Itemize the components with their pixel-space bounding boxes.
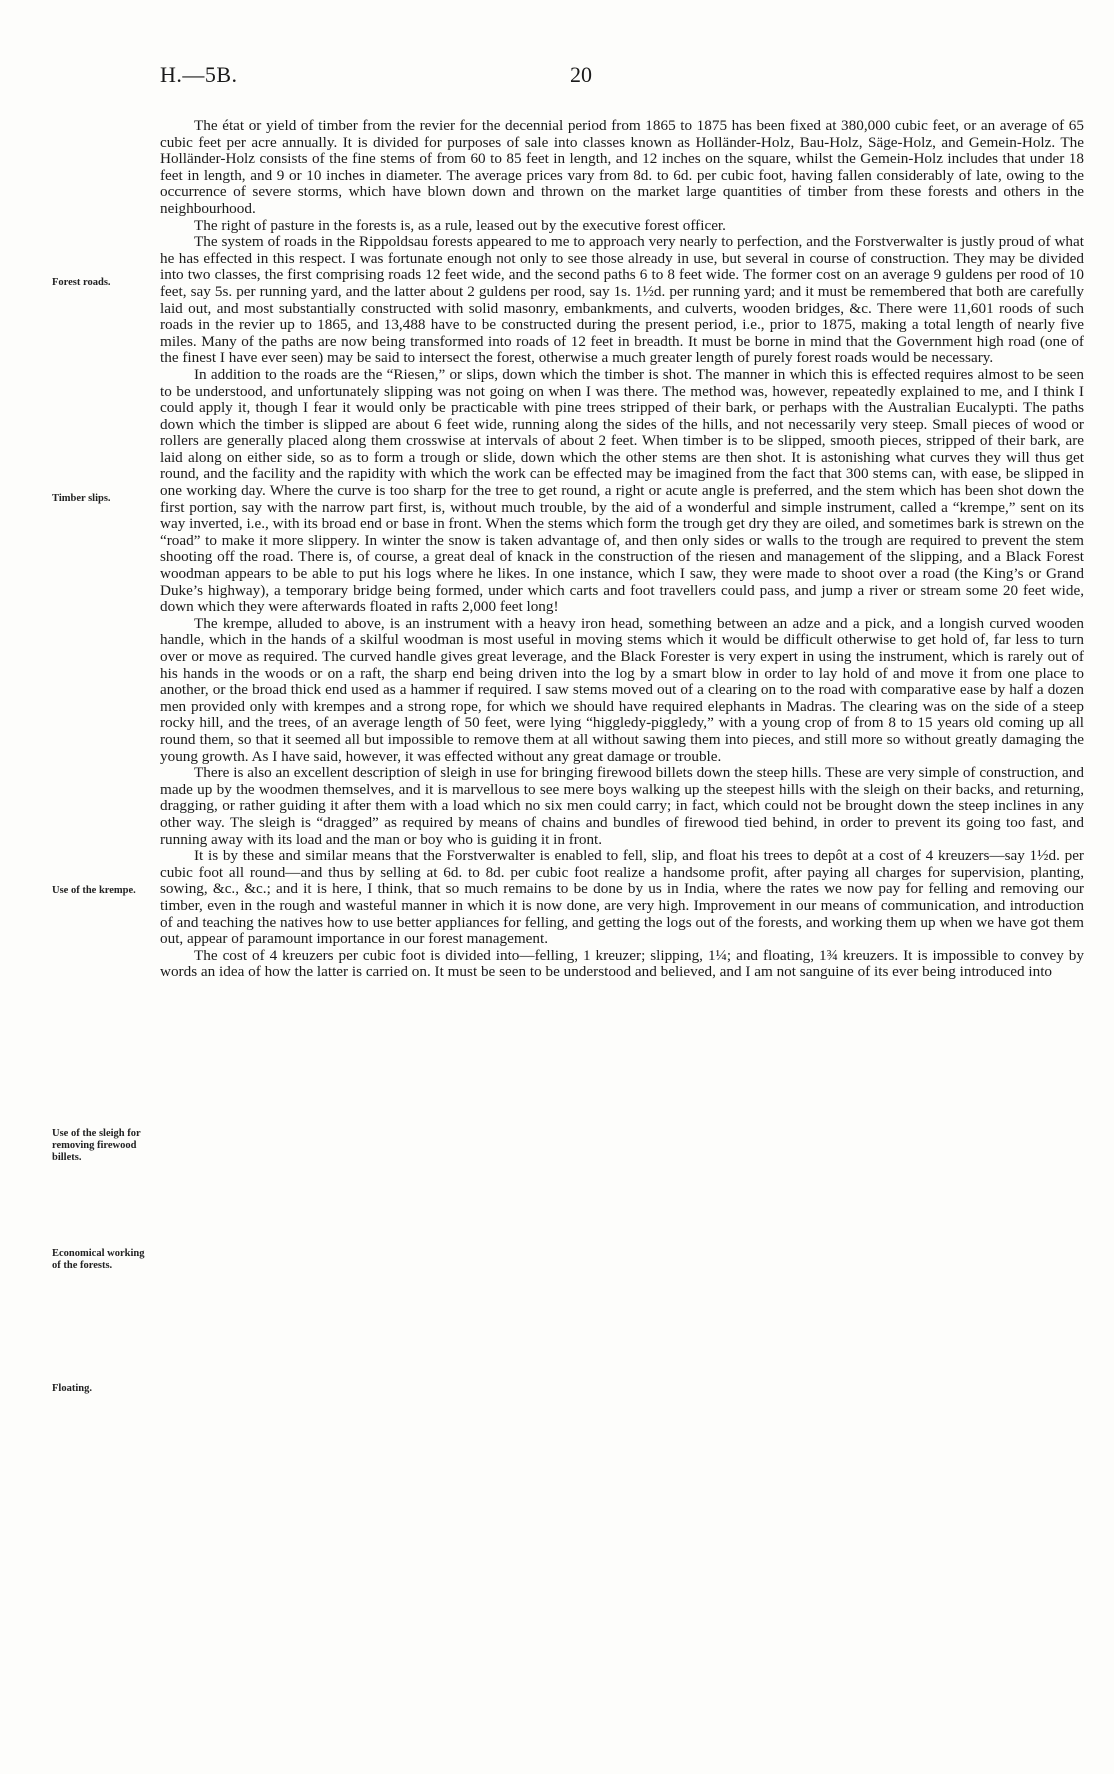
paragraph-forest-roads: The system of roads in the Rippoldsau forests appeared to me to approach very nearly to perfection, and the Forstverwalter is justly proud of what he has effected in this respect. I was fortunate enough not only to see those already in use, but several in course of construction. They may be divided into two classes, the first comprising roads 12 feet wide, and the second paths 6 to 8 feet wide. The former cost on an average 9 guldens per rood of 10 feet, say 5s. per running yard, and the latter about 2 guldens per rood, say 1s. 1½d. per running yard; and it must be remembered that both are carefully laid out, and most substantially constructed with solid masonry, embankments, and culverts, wooden bridges, &c. There were 11,601 roods of such roads in the revier up to 1865, and 13,488 have to be constructed during the present period, i.e., prior to 1875, making a total length of nearly five miles. Many of the paths are now being transformed into roads of 12 feet in breadth. It must be borne in mind that the Government high road (one of the finest I have ever seen) may be said to intersect the forest, otherwise a much greater length of purely forest roads would be necessary. — [160, 233, 1084, 367]
margin-notes — [52, 0, 152, 1774]
sidenote-use-of-krempe: Use of the krempe. — [52, 885, 136, 896]
sidenote-use-of-sleigh: Use of the sleigh for removing firewood billets. — [52, 1128, 141, 1163]
sidenote-forest-roads: Forest roads. — [52, 277, 111, 288]
paragraph-floating: The cost of 4 kreuzers per cubic foot is divided into—felling, 1 kreuzer; slipping, 1¼; and floating, 1¾ kreuzers. It is impossible to convey by words an idea of how the latter is carried on. It must be seen to be understood and believed, and I am not sanguine of its ever being introduced into — [160, 946, 1084, 981]
paragraph-pasture: The right of pasture in the forests is, as a rule, leased out by the executive forest officer. — [194, 216, 726, 234]
paragraph-krempe: The krempe, alluded to above, is an instrument with a heavy iron head, something between an adze and a pick, and a longish curved wooden handle, which in the hands of a skilful woodman is most useful in moving stems which it would be difficult otherwise to get hold of, far less to turn over or move as required. The curved handle gives great leverage, and the Black Forester is very expert in using the instrument, which is rarely out of his hands in the woods or on a raft, the sharp end being driven into the log by a smart blow in order to lay hold of and move it from one place to another, or the broad thick end used as a hammer if required. I saw stems moved out of a clearing on to the road with comparative ease by half a dozen men provided only with krempes and a strong rope, for which we should have required elephants in Madras. The clearing was on the side of a steep rocky hill, and the trees, of an average length of 50 feet, were lying “higgledy-piggledy,” with a young crop of from 8 to 15 years old coming up all round them, so that it seemed all but impossible to remove them at all without sawing them into pieces, and still more so without greatly damaging the young growth. As I have said, however, it was effected without any great damage or trouble. — [160, 614, 1084, 765]
paragraph-timber-yield: The état or yield of timber from the revier for the decennial period from 1865 to 1875 has been fixed at 380,000 cubic feet, or an average of 65 cubic feet per acre annually. It is divided for purposes of sale into classes known as Holländer-Holz, Bau-Holz, Säge-Holz, and Gemein-Holz. The Holländer-Holz consists of the fine stems of from 60 to 85 feet in length, and 12 inches on the square, whilst the Gemein-Holz includes that under 18 feet in length, and 9 or 10 inches in diameter. The average prices vary from 8d. to 6d. per cubic foot, having fallen considerably of late, owing to the occurrence of severe storms, which have blown down and thrown on the market large quantities of timber from these forests and others in the neighbourhood. — [160, 117, 1084, 217]
page-header — [0, 62, 1114, 92]
page-number: 20 — [570, 62, 592, 87]
paragraph-sleigh: There is also an excellent description of sleigh in use for bringing firewood billets down the steep hills. These are very simple of construction, and made up by the woodmen themselves, and it is marvellous to see mere boys walking up the steepest hills with the sleigh on their backs, and returning, dragging, or rather guiding it after them with a load which no six men could carry; in fact, which could not be brought down the steep inclines in any other way. The sleigh is “dragged” as required by means of chains and bundles of firewood tied behind, in order to prevent its going too fast, and running away with its load and the man or boy who is guiding it in front. — [160, 764, 1084, 848]
paragraph-timber-slips: In addition to the roads are the “Riesen,” or slips, down which the timber is shot. The manner in which this is effected requires almost to be seen to be understood, and unfortunately slipping was not going on when I was there. The method was, however, repeatedly explained to me, and I think I could apply it, though I fear it would only be practicable with pine trees stripped of their bark, or perhaps with the Australian Eucalypti. The paths down which the timber is slipped are about 6 feet wide, running along the sides of the hills, and not necessarily very steep. Small pieces of wood or rollers are generally placed along them crosswise at intervals of about 2 feet. When timber is to be slipped, smooth pieces, stripped of their bark, are laid along on either side, so as to form a trough or slide, down which the other stems are then shot. It is astonishing what curves they will thus get round, and the facility and the rapidity with which the work can be effected may be imagined from the fact that 300 stems can, with ease, be slipped in one working day. Where the curve is too sharp for the tree to get round, a right or acute angle is preferred, and the stem which has been shot down the first portion, say with the narrow part first, is, without much trouble, by the aid of a wonderful and simple instrument, called a “krempe,” sent on its way inverted, i.e., with its broad end or base in front. When the stems which form the trough get dry they are oiled, and sometimes bark is strewn on the “road” to make it more slippery. In winter the snow is taken advantage of, and then only sides or walls to the trough are required to prevent the stem shooting off the road. There is, of course, a great deal of knack in the construction of the riesen and management of the slipping, and a Black Forest woodman appears to be able to put his logs where he likes. In one instance, which I saw, they were made to shoot over a road (the King’s or Grand Duke’s highway), a temporary bridge being formed, under which carts and foot travellers could pass, and jump a river or stream some 20 feet wide, down which they were afterwards floated in rafts 2,000 feet long! — [160, 365, 1084, 616]
body-text — [160, 118, 1084, 981]
sidenote-floating: Floating. — [52, 1383, 92, 1394]
sidenote-economical-working: Economical working of the forests. — [52, 1248, 145, 1271]
sidenote-timber-slips: Timber slips. — [52, 493, 111, 504]
document-reference: H.—5B. — [160, 62, 238, 87]
paragraph-economical-working: It is by these and similar means that the Forstverwalter is enabled to fell, slip, and float his trees to depôt at a cost of 4 kreuzers—say 1½d. per cubic foot all round—and thus by selling at 6d. to 8d. per cubic foot realize a handsome profit, after paying all charges for supervision, planting, sowing, &c., &c.; and it is here, I think, that so much remains to be done by us in India, where the rates we now pay for felling and removing our timber, even in the rough and wasteful manner in which it is now done, are very high. Improvement in our means of communication, and introduction of and teaching the natives how to use better appliances for felling, and getting the logs out of the forests, and working them up when we have got them out, appear of paramount importance in our forest management. — [160, 847, 1084, 948]
